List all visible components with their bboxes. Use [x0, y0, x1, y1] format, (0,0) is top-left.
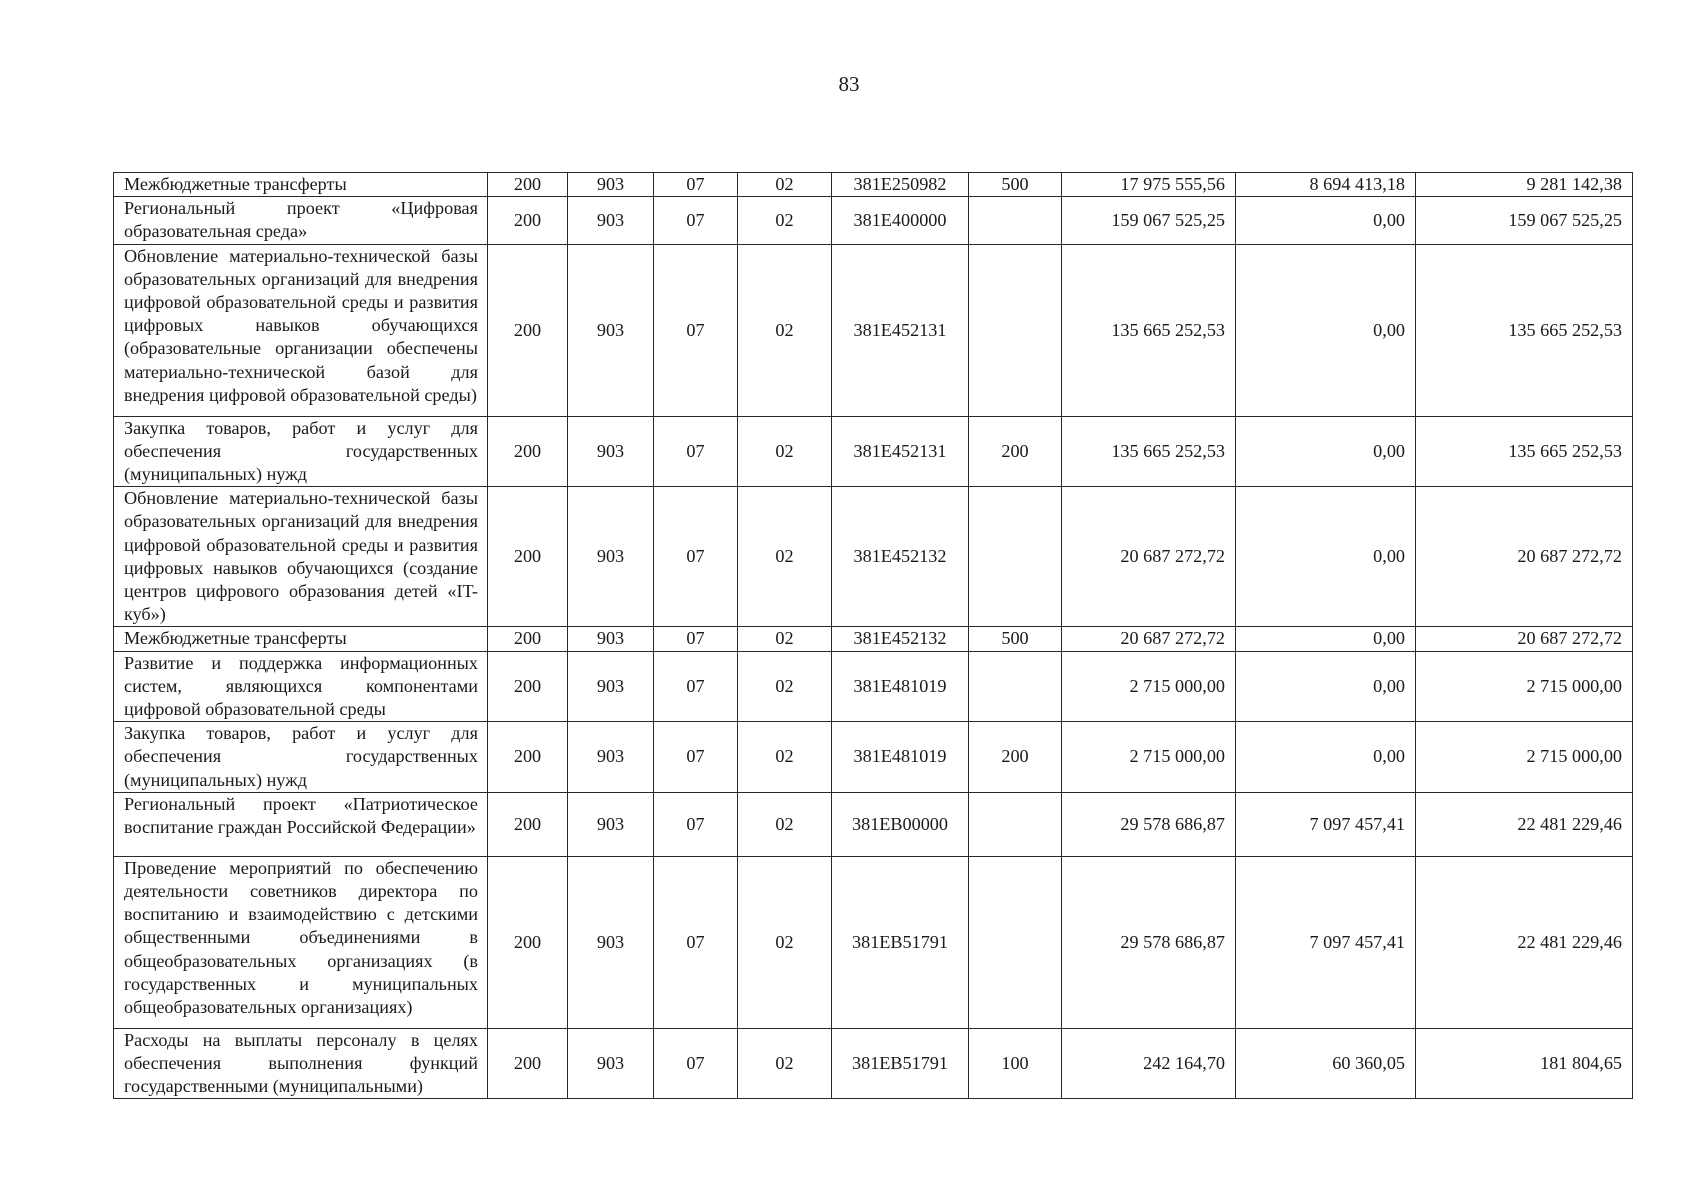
row-subdivision-cell: 02 [738, 487, 832, 627]
table-row [114, 487, 1633, 627]
row-expense-type-cell: 100 [969, 1028, 1062, 1099]
row-division-cell: 07 [654, 856, 738, 1028]
row-amount-2-cell: 0,00 [1236, 627, 1416, 651]
row-target-code-cell: 381E250982 [832, 173, 969, 197]
row-subdivision-cell: 02 [738, 1028, 832, 1099]
row-target-code-cell: 381E481019 [832, 722, 969, 793]
row-amount-3-cell: 135 665 252,53 [1416, 416, 1633, 487]
row-subdivision-cell: 02 [738, 244, 832, 416]
row-section-cell: 200 [488, 1028, 568, 1099]
row-division-cell: 07 [654, 792, 738, 856]
row-expense-type-cell [969, 792, 1062, 856]
row-total-cell: 135 665 252,53 [1062, 416, 1236, 487]
row-division-cell: 07 [654, 722, 738, 793]
row-section-cell: 200 [488, 627, 568, 651]
row-amount-2-cell: 60 360,05 [1236, 1028, 1416, 1099]
row-section-cell: 200 [488, 197, 568, 244]
row-subdivision-cell: 02 [738, 856, 832, 1028]
row-subdivision-cell: 02 [738, 197, 832, 244]
row-division-cell: 07 [654, 197, 738, 244]
row-amount-3-cell: 159 067 525,25 [1416, 197, 1633, 244]
row-expense-type-cell [969, 487, 1062, 627]
row-target-code-cell: 381EB00000 [832, 792, 969, 856]
row-name-cell: Межбюджетные трансферты [114, 173, 488, 197]
row-target-code-cell: 381EB51791 [832, 856, 969, 1028]
row-target-code-cell: 381E481019 [832, 651, 969, 722]
row-amount-3-cell: 20 687 272,72 [1416, 627, 1633, 651]
row-amount-2-cell: 8 694 413,18 [1236, 173, 1416, 197]
row-subdivision-cell: 02 [738, 416, 832, 487]
row-name-cell: Межбюджетные трансферты [114, 627, 488, 651]
row-name-cell: Расходы на выплаты персоналу в целях обеспечения выполнения функций государственными (муниципальными) [114, 1028, 488, 1099]
row-amount-2-cell: 0,00 [1236, 197, 1416, 244]
row-section-cell: 200 [488, 416, 568, 487]
row-ministry-cell: 903 [568, 244, 654, 416]
row-expense-type-cell: 200 [969, 416, 1062, 487]
row-amount-3-cell: 20 687 272,72 [1416, 487, 1633, 627]
table-row [114, 722, 1633, 793]
row-subdivision-cell: 02 [738, 722, 832, 793]
row-section-cell: 200 [488, 244, 568, 416]
row-total-cell: 29 578 686,87 [1062, 792, 1236, 856]
row-division-cell: 07 [654, 1028, 738, 1099]
row-ministry-cell: 903 [568, 722, 654, 793]
row-name-cell: Проведение мероприятий по обеспечению деятельности советников директора по воспитанию и взаимодействию с детскими общественными объединениями в общеобразовательных организациях (в государственных и муниципальных общеобразовательных организациях) [114, 856, 488, 1028]
table-row [114, 416, 1633, 487]
row-amount-3-cell: 9 281 142,38 [1416, 173, 1633, 197]
row-subdivision-cell: 02 [738, 627, 832, 651]
table-row [114, 856, 1633, 1028]
row-amount-2-cell: 0,00 [1236, 722, 1416, 793]
row-amount-3-cell: 181 804,65 [1416, 1028, 1633, 1099]
row-ministry-cell: 903 [568, 1028, 654, 1099]
row-target-code-cell: 381EB51791 [832, 1028, 969, 1099]
row-subdivision-cell: 02 [738, 792, 832, 856]
table-row [114, 651, 1633, 722]
row-amount-3-cell: 22 481 229,46 [1416, 856, 1633, 1028]
row-amount-2-cell: 0,00 [1236, 651, 1416, 722]
row-ministry-cell: 903 [568, 173, 654, 197]
row-target-code-cell: 381E452131 [832, 416, 969, 487]
row-name-cell: Закупка товаров, работ и услуг для обеспечения государственных (муниципальных) нужд [114, 416, 488, 487]
row-ministry-cell: 903 [568, 792, 654, 856]
row-division-cell: 07 [654, 627, 738, 651]
row-ministry-cell: 903 [568, 487, 654, 627]
table-row [114, 627, 1633, 651]
row-total-cell: 2 715 000,00 [1062, 651, 1236, 722]
row-name-cell: Региональный проект «Цифровая образовательная среда» [114, 197, 488, 244]
row-amount-2-cell: 0,00 [1236, 244, 1416, 416]
row-expense-type-cell: 200 [969, 722, 1062, 793]
row-expense-type-cell [969, 651, 1062, 722]
row-ministry-cell: 903 [568, 197, 654, 244]
row-total-cell: 2 715 000,00 [1062, 722, 1236, 793]
row-division-cell: 07 [654, 416, 738, 487]
row-section-cell: 200 [488, 651, 568, 722]
page-number: 83 [838, 72, 860, 96]
table-row [114, 792, 1633, 856]
row-section-cell: 200 [488, 792, 568, 856]
row-name-cell: Развитие и поддержка информационных систем, являющихся компонентами цифровой образовательной среды [114, 651, 488, 722]
row-subdivision-cell: 02 [738, 173, 832, 197]
row-name-cell: Региональный проект «Патриотическое воспитание граждан Российской Федерации» [114, 792, 488, 856]
row-subdivision-cell: 02 [738, 651, 832, 722]
row-expense-type-cell [969, 856, 1062, 1028]
row-target-code-cell: 381E452131 [832, 244, 969, 416]
row-division-cell: 07 [654, 244, 738, 416]
row-expense-type-cell [969, 244, 1062, 416]
row-section-cell: 200 [488, 173, 568, 197]
table-row [114, 1028, 1633, 1099]
row-ministry-cell: 903 [568, 856, 654, 1028]
row-total-cell: 242 164,70 [1062, 1028, 1236, 1099]
row-total-cell: 135 665 252,53 [1062, 244, 1236, 416]
row-amount-2-cell: 0,00 [1236, 416, 1416, 487]
row-amount-3-cell: 2 715 000,00 [1416, 722, 1633, 793]
row-division-cell: 07 [654, 487, 738, 627]
row-total-cell: 159 067 525,25 [1062, 197, 1236, 244]
row-name-cell: Обновление материально-технической базы образовательных организаций для внедрения цифровой образовательной среды и развития цифровых навыков обучающихся (образовательные организации обеспечены материально-технической базой для внедрения цифровой образовательной среды) [114, 244, 488, 416]
row-section-cell: 200 [488, 722, 568, 793]
row-expense-type-cell [969, 197, 1062, 244]
row-division-cell: 07 [654, 651, 738, 722]
row-name-cell: Обновление материально-технической базы образовательных организаций для внедрения цифровой образовательной среды и развития цифровых навыков обучающихся (создание центров цифрового образования детей «IT-куб») [114, 487, 488, 627]
table-row [114, 197, 1633, 244]
row-total-cell: 29 578 686,87 [1062, 856, 1236, 1028]
row-amount-2-cell: 7 097 457,41 [1236, 792, 1416, 856]
row-section-cell: 200 [488, 487, 568, 627]
row-total-cell: 20 687 272,72 [1062, 487, 1236, 627]
table-row [114, 244, 1633, 416]
row-amount-3-cell: 22 481 229,46 [1416, 792, 1633, 856]
row-ministry-cell: 903 [568, 627, 654, 651]
row-target-code-cell: 381E400000 [832, 197, 969, 244]
row-total-cell: 20 687 272,72 [1062, 627, 1236, 651]
budget-table [113, 172, 1633, 1099]
row-amount-3-cell: 2 715 000,00 [1416, 651, 1633, 722]
row-ministry-cell: 903 [568, 416, 654, 487]
row-total-cell: 17 975 555,56 [1062, 173, 1236, 197]
row-amount-3-cell: 135 665 252,53 [1416, 244, 1633, 416]
budget-table-body [114, 173, 1633, 1099]
row-section-cell: 200 [488, 856, 568, 1028]
row-name-cell: Закупка товаров, работ и услуг для обеспечения государственных (муниципальных) нужд [114, 722, 488, 793]
row-division-cell: 07 [654, 173, 738, 197]
row-target-code-cell: 381E452132 [832, 627, 969, 651]
row-amount-2-cell: 7 097 457,41 [1236, 856, 1416, 1028]
row-ministry-cell: 903 [568, 651, 654, 722]
table-row [114, 173, 1633, 197]
row-amount-2-cell: 0,00 [1236, 487, 1416, 627]
row-target-code-cell: 381E452132 [832, 487, 969, 627]
row-expense-type-cell: 500 [969, 627, 1062, 651]
row-expense-type-cell: 500 [969, 173, 1062, 197]
